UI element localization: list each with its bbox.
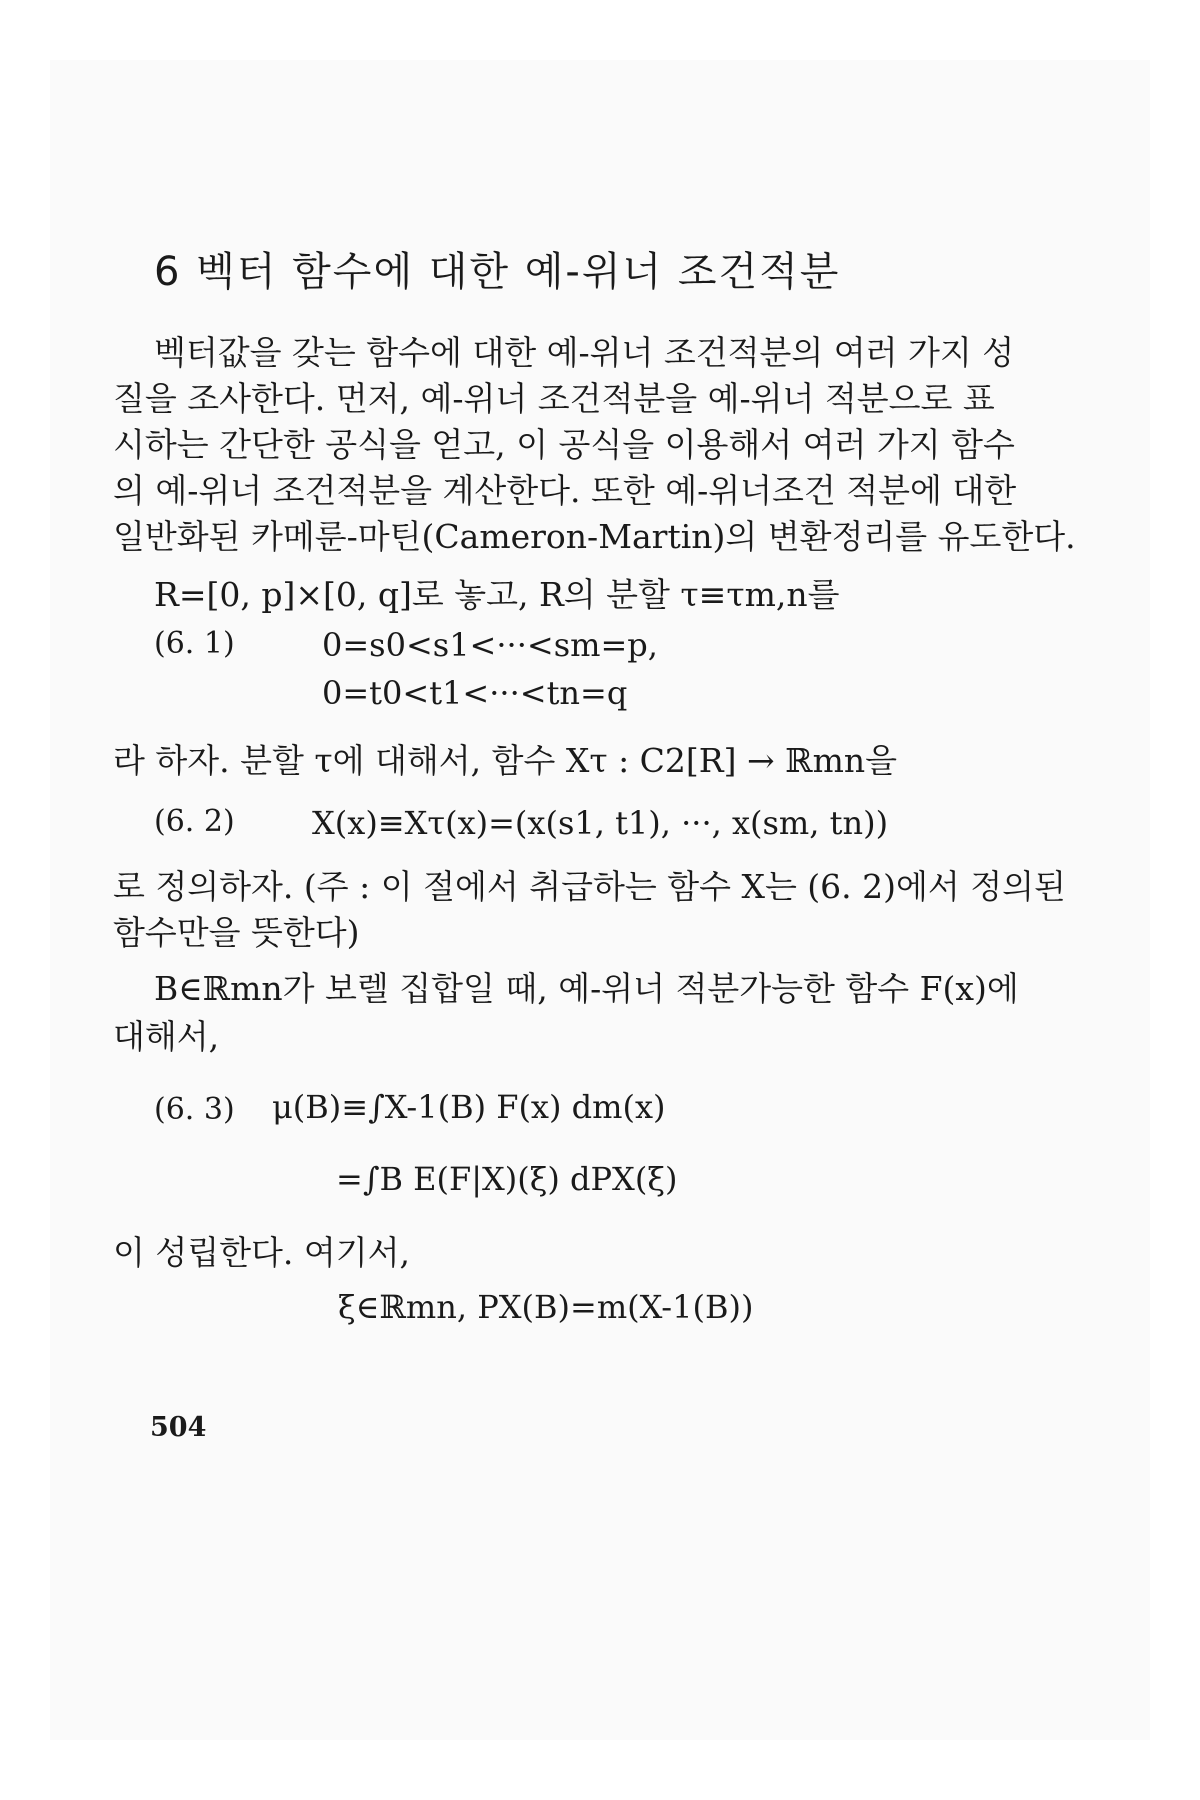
eq-6-1-line-2: 0=t0<t1<···<tn=q bbox=[322, 674, 628, 712]
eq-6-1-line-1: 0=s0<s1<···<sm=p, bbox=[322, 626, 658, 664]
partition-intro: R=[0, p]×[0, q]로 놓고, R의 분할 τ≡τm,n를 bbox=[154, 575, 840, 614]
eq-6-3-label: (6. 3) bbox=[154, 1092, 235, 1127]
definition-note-line-1: 로 정의하자. (주 : 이 절에서 취급하는 함수 X는 (6. 2)에서 정의된 bbox=[113, 867, 1066, 906]
eq-6-3-line-2: =∫B E(F|X)(ξ) dPX(ξ) bbox=[336, 1160, 678, 1198]
eq-6-1-label: (6. 1) bbox=[154, 626, 235, 661]
intro-line-1: 벡터값을 갖는 함수에 대한 예-위너 조건적분의 여러 가지 성 bbox=[154, 333, 1015, 372]
final-equation: ξ∈ℝmn, PX(B)=m(X-1(B)) bbox=[338, 1288, 754, 1326]
intro-line-2: 질을 조사한다. 먼저, 예-위너 조건적분을 예-위너 적분으로 표 bbox=[113, 379, 995, 418]
holds-line: 이 성립한다. 여기서, bbox=[113, 1233, 410, 1272]
page-number: 504 bbox=[150, 1412, 207, 1443]
definition-intro: 라 하자. 분할 τ에 대해서, 함수 Xτ : C2[R] → ℝmn을 bbox=[113, 741, 897, 780]
intro-line-5: 일반화된 카메룬-마틴(Cameron-Martin)의 변환정리를 유도한다. bbox=[113, 517, 1076, 556]
intro-line-4: 의 예-위너 조건적분을 계산한다. 또한 예-위너조건 적분에 대한 bbox=[113, 471, 1017, 510]
intro-line-3: 시하는 간단한 공식을 얻고, 이 공식을 이용해서 여러 가지 함수 bbox=[113, 425, 1015, 464]
section-title: 6 벡터 함수에 대한 예-위너 조건적분 bbox=[154, 249, 841, 295]
eq-6-2-body: X(x)≡Xτ(x)=(x(s1, t1), ···, x(sm, tn)) bbox=[312, 804, 889, 842]
definition-note-line-2: 함수만을 뜻한다) bbox=[113, 913, 360, 952]
eq-6-3-line-1: μ(B)≡∫X-1(B) F(x) dm(x) bbox=[272, 1088, 666, 1126]
eq-6-2-label: (6. 2) bbox=[154, 804, 235, 839]
borel-line-1: B∈ℝmn가 보렐 집합일 때, 예-위너 적분가능한 함수 F(x)에 bbox=[154, 969, 1019, 1008]
borel-line-2: 대해서, bbox=[113, 1017, 220, 1056]
